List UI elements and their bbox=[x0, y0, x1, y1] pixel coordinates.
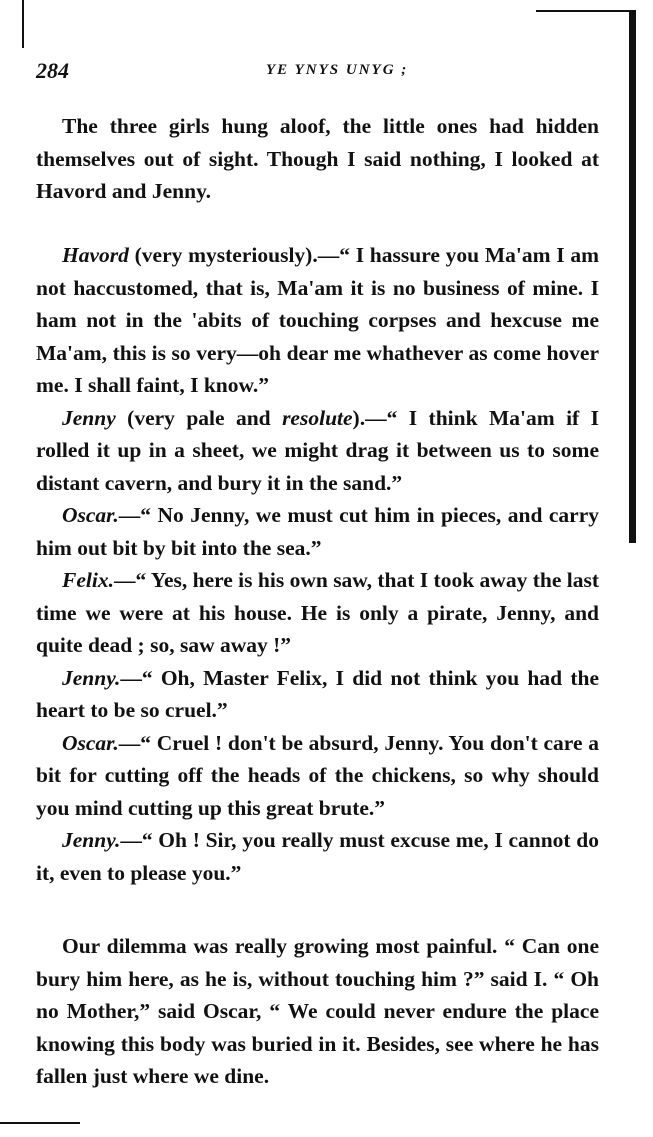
dialogue-text: —“ Cruel ! don't be absurd, Jenny. You don't care a bit for cutting off the heads of the chickens, so why should you mind cutting up this great brute.” bbox=[36, 730, 599, 820]
dialogue-paragraph bbox=[36, 239, 599, 402]
scan-edge-top-right bbox=[536, 10, 636, 12]
speaker-name: Jenny. bbox=[62, 828, 121, 852]
dialogue-text: —“ I think Ma'am if I rolled it up in a sheet, we might drag it between us to some distant cavern, and bury it in the sand.” bbox=[36, 405, 599, 495]
scan-edge-right bbox=[629, 10, 636, 543]
scan-edge-left bbox=[22, 0, 24, 48]
page-header bbox=[36, 58, 596, 88]
dialogue-block bbox=[36, 239, 599, 889]
dialogue-paragraph bbox=[36, 727, 599, 825]
bottom-paragraph-block bbox=[36, 930, 599, 1093]
dialogue-text: —“ No Jenny, we must cut him in pieces, and carry him out bit by bit into the sea.” bbox=[36, 503, 599, 560]
dialogue-text: —“ Yes, here is his own saw, that I took away the last time we were at his house. He is only a pirate, Jenny, and quite dead ; so, saw away !” bbox=[36, 568, 599, 657]
dialogue-paragraph bbox=[36, 564, 599, 662]
top-paragraph-block bbox=[36, 110, 599, 208]
speaker-name: Oscar. bbox=[62, 730, 119, 755]
stage-direction-end: ). bbox=[352, 405, 366, 430]
dialogue-paragraph bbox=[36, 402, 599, 500]
dialogue-paragraph bbox=[36, 499, 599, 564]
dialogue-paragraph bbox=[36, 662, 599, 727]
page-number: 284 bbox=[36, 58, 69, 83]
paragraph: Our dilemma was really growing most painful. “ Can one bury him here, as he is, without touching him ?” said I. “ Oh no Mother,” said Oscar, “ We could never endure the place knowing this body was buried in it. Besides, see where he has fallen just where we dine. bbox=[36, 934, 599, 1088]
speaker-name: Jenny. bbox=[62, 665, 121, 690]
dialogue-text: —“ I hassure you Ma'am I am not haccustomed, that is, Ma'am it is no business of mine. I ham not in the 'abits of touching corpses and hexcuse me Ma'am, this is so very—oh dear me whathever as come hover me. I shall faint, I know.” bbox=[36, 243, 600, 397]
speaker-name: Jenny bbox=[62, 405, 116, 430]
dialogue-text: —“ Oh ! Sir, you really must excuse me, I cannot do it, even to please you.” bbox=[36, 828, 599, 885]
speaker-name: Felix. bbox=[62, 568, 114, 592]
speaker-name: Oscar. bbox=[62, 503, 119, 527]
stage-direction: (very pale and bbox=[115, 405, 283, 430]
stage-direction: (very mysteriously). bbox=[134, 243, 318, 267]
stage-direction-word: resolute bbox=[282, 405, 353, 430]
running-head: YE YNYS UNYG ; bbox=[266, 62, 409, 78]
scan-edge-bottom bbox=[0, 1122, 80, 1124]
dialogue-paragraph bbox=[36, 824, 599, 889]
speaker-name: Havord bbox=[62, 243, 129, 267]
paragraph: The three girls hung aloof, the little ones had hidden themselves out of sight. Though I said nothing, I looked at Havord and Jenny. bbox=[36, 114, 599, 203]
dialogue-text: —“ Oh, Master Felix, I did not think you had the heart to be so cruel.” bbox=[36, 665, 599, 722]
